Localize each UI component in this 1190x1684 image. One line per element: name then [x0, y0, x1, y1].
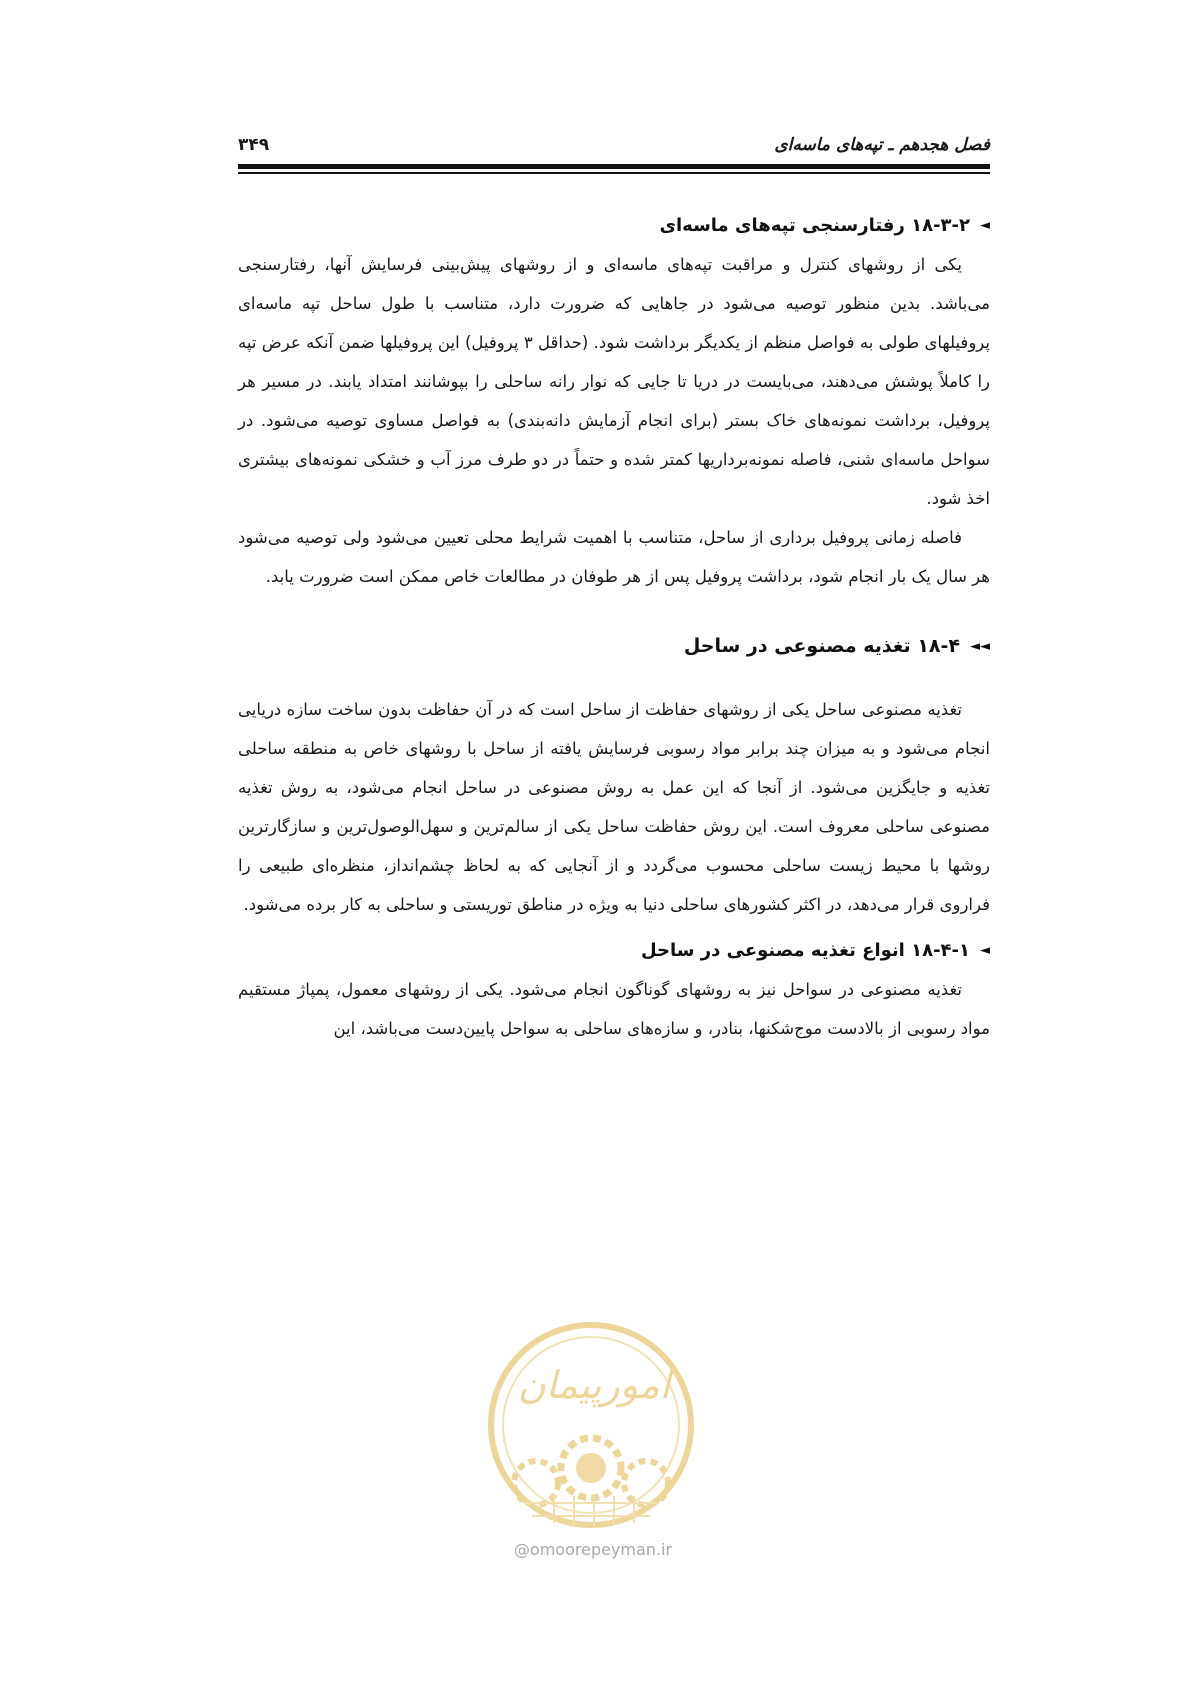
- double-triangle-marker-icon: ◄◄: [970, 638, 990, 654]
- svg-text:امورپیمان: امورپیمان: [517, 1363, 671, 1407]
- paragraph: فاصله زمانی پروفیل برداری از ساحل، متناسب با اهمیت شرایط محلی تعیین می‌شود ولی توصیه می‌شود هر سال یک بار انجام شود، برداشت پروفیل پس از هر طوفان در مطالعات خاص ممکن است ضرورت یابد.: [238, 528, 990, 586]
- section-heading-text: ۱۸-۴ تغذیه مصنوعی در ساحل: [683, 635, 960, 657]
- section-heading: [238, 930, 990, 970]
- header-rule-thick: [238, 164, 990, 169]
- section-heading-text: ۱۸-۳-۲ رفتارسنجی تپه‌های ماسه‌ای: [659, 214, 970, 236]
- page-content: [238, 205, 990, 1048]
- at-icon: @: [513, 1540, 530, 1559]
- section-heading-text: ۱۸-۴-۱ انواع تغذیه مصنوعی در ساحل: [640, 939, 970, 961]
- watermark-logo: [484, 1318, 698, 1532]
- watermark-url: @omoorepeyman.ir: [513, 1540, 673, 1559]
- section-heading: [238, 624, 990, 668]
- triangle-marker-icon: ◄: [980, 942, 990, 958]
- chapter-title: فصل هجدهم ـ تپه‌های ماسه‌ای: [774, 135, 990, 155]
- paragraph: یکی از روشهای کنترل و مراقبت تپه‌های ماسه‌ای و از روشهای پیش‌بینی فرسایش آنها، رفتارسنجی می‌باشد. بدین منظور توصیه می‌شود در جاهایی که ضرورت دارد، متناسب با طول ساحل تپه ماسه‌ای پروفیلهای طولی به فواصل منظم از یکدیگر برداشت شود. (حداقل ۳ پروفیل) این پروفیلها ضمن آنکه عرض تپه را کاملاً پوشش می‌دهند، می‌بایست در دریا تا جایی که نوار رانه ساحلی را بپوشانند امتداد یابند. در مسیر هر پروفیل، برداشت نمونه‌های خاک بستر (برای انجام آزمایش دانه‌بندی) به فواصل مساوی توصیه می‌شود. در سواحل ماسه‌ای شنی، فاصله نمونه‌برداریها کمتر شده و حتماً در دو طرف مرز آب و خشکی نمونه‌های بیشتری اخذ شود.: [238, 255, 990, 508]
- paragraph: تغذیه مصنوعی ساحل یکی از روشهای حفاظت از ساحل است که در آن حفاظت بدون ساخت سازه دریایی انجام می‌شود و به میزان چند برابر مواد رسوبی فرسایش یافته از ساحل با روشهای خاص به منطقه ساحلی تغذیه و جایگزین می‌شود. از آنجا که این عمل به روش مصنوعی در ساحل انجام می‌شود، به روش تغذیه مصنوعی ساحلی معروف است. این روش حفاظت ساحل یکی از سالم‌ترین و سهل‌الوصول‌ترین و سازگارترین روشها با محیط زیست ساحلی محسوب می‌گردد و از آنجایی که به لحاظ چشم‌انداز، منظره‌ای طبیعی را فراروی قرار می‌دهد، در اکثر کشورهای ساحلی دنیا به ویژه در مناطق توریستی و ساحلی به کار برده می‌شود.: [238, 700, 990, 914]
- page-number: ۳۴۹: [238, 135, 270, 155]
- running-head: [238, 128, 990, 162]
- paragraph: تغذیه مصنوعی در سواحل نیز به روشهای گوناگون انجام می‌شود. یکی از روشهای معمول، پمپاژ مستقیم مواد رسوبی از بالادست موج‌شکنها، بنادر، و سازه‌های ساحلی به سواحل پایین‌دست می‌باشد، این: [238, 980, 990, 1038]
- section-heading: [238, 205, 990, 245]
- header-rule-thin: [238, 172, 990, 174]
- triangle-marker-icon: ◄: [980, 217, 990, 233]
